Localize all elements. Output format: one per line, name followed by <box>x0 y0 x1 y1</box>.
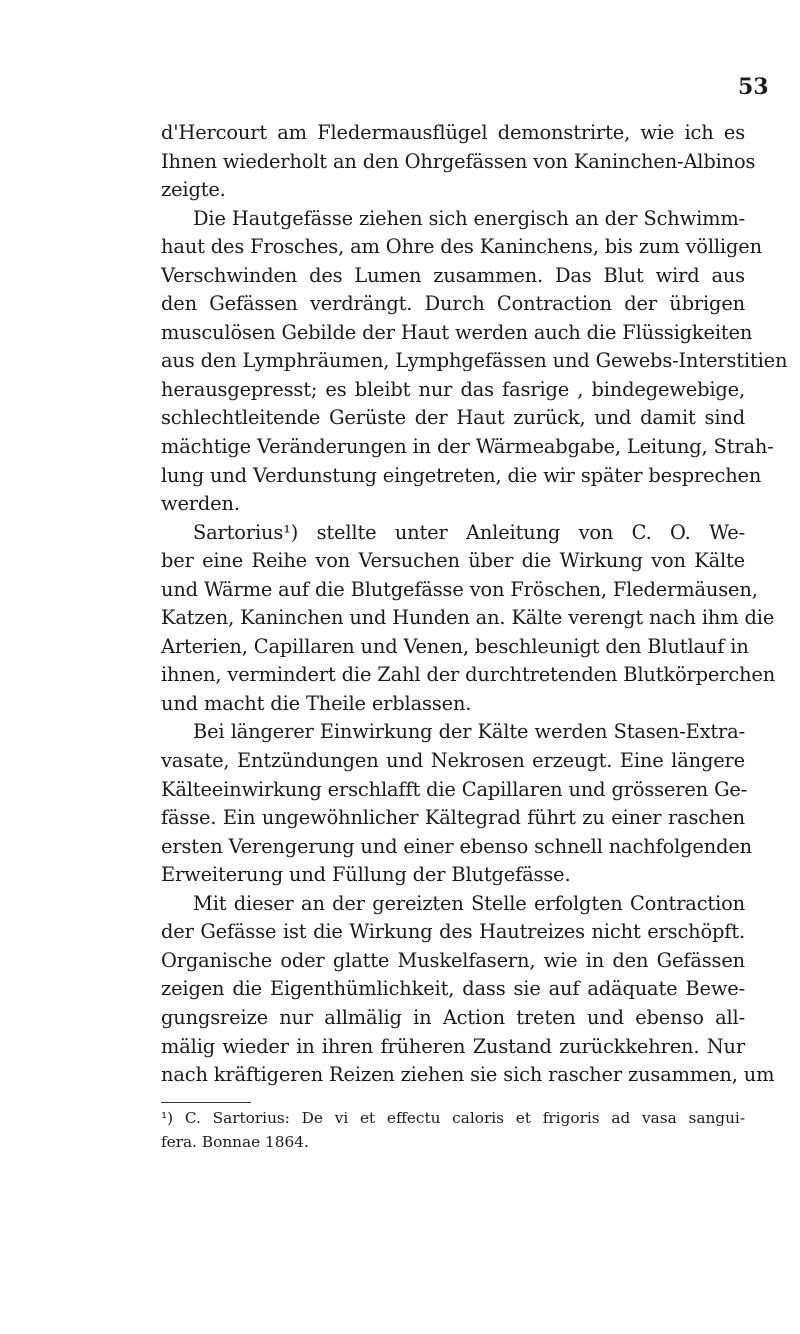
text-line: aus den Lymphräumen, Lymphgefässen und Gewebs-Interstitien <box>161 349 788 373</box>
text-line: haut des Frosches, am Ohre des Kaninchens, bis zum völligen <box>161 235 762 259</box>
text-line: Verschwinden des Lumen zusammen. Das Blut wird aus <box>161 263 745 287</box>
text-line: ersten Verengerung und einer ebenso schnell nachfolgenden <box>161 834 753 858</box>
text-line: mälig wieder in ihren früheren Zustand zurückkehren. Nur <box>161 1034 745 1058</box>
footnote-line: fera. Bonnae 1864. <box>161 1133 309 1151</box>
text-line: schlechtleitende Gerüste der Haut zurück, und damit sind <box>161 406 745 430</box>
text-line: der Gefässe ist die Wirkung des Hautreizes nicht erschöpft. <box>161 920 745 944</box>
text-line: Kälteeinwirkung erschlafft die Capillaren und grösseren Ge- <box>161 777 748 801</box>
text-line: Ihnen wiederholt an den Ohrgefässen von Kaninchen-Albinos <box>161 149 756 173</box>
body-text <box>161 119 788 1090</box>
text-line: werden. <box>161 492 240 516</box>
text-line: musculösen Gebilde der Haut werden auch die Flüssigkeiten <box>161 320 753 344</box>
footnote <box>161 1106 745 1154</box>
text-line: herausgepresst; es bleibt nur das fasrige , bindegewebige, <box>161 377 745 401</box>
text-line: zeigen die Eigenthümlichkeit, dass sie auf adäquate Bewe- <box>161 977 745 1001</box>
text-line: Mit dieser an der gereizten Stelle erfolgten Contraction <box>193 891 745 915</box>
footnote-rule <box>161 1102 251 1103</box>
page-number: 53 <box>738 74 769 100</box>
text-line: Erweiterung und Füllung der Blutgefässe. <box>161 863 571 887</box>
text-line: Die Hautgefässe ziehen sich energisch an der Schwimm- <box>193 206 745 230</box>
text-line: d'Hercourt am Fledermausflügel demonstrirte, wie ich es <box>161 121 745 144</box>
text-line: vasate, Entzündungen und Nekrosen erzeugt. Eine längere <box>161 749 745 773</box>
text-line: zeigte. <box>161 178 226 202</box>
text-line: mächtige Veränderungen in der Wärmeabgabe, Leitung, Strah- <box>161 435 774 459</box>
text-line: ber eine Reihe von Versuchen über die Wirkung von Kälte <box>161 549 745 573</box>
text-line: den Gefässen verdrängt. Durch Contraction der übrigen <box>161 292 745 316</box>
footnote-line: ¹) C. Sartorius: De vi et effectu caloris et frigoris ad vasa sangui- <box>161 1109 745 1127</box>
text-line: Organische oder glatte Muskelfasern, wie in den Gefässen <box>161 948 745 972</box>
text-line: Sartorius¹) stellte unter Anleitung von C. O. We- <box>193 520 745 544</box>
text-line: Katzen, Kaninchen und Hunden an. Kälte verengt nach ihm die <box>161 606 775 630</box>
text-line: ihnen, vermindert die Zahl der durchtretenden Blutkörperchen <box>161 663 776 687</box>
text-line: fässe. Ein ungewöhnlicher Kältegrad führt zu einer raschen <box>161 806 745 830</box>
text-line: gungsreize nur allmälig in Action treten und ebenso all- <box>161 1005 745 1029</box>
text-line: nach kräftigeren Reizen ziehen sie sich rascher zusammen, um <box>161 1063 775 1087</box>
text-line: lung und Verdunstung eingetreten, die wir später besprechen <box>161 463 762 487</box>
text-line: Bei längerer Einwirkung der Kälte werden Stasen-Extra- <box>193 720 745 744</box>
text-line: und Wärme auf die Blutgefässe von Fröschen, Fledermäusen, <box>161 577 758 601</box>
text-line: Arterien, Capillaren und Venen, beschleunigt den Blutlauf in <box>161 634 749 658</box>
text-line: und macht die Theile erblassen. <box>161 691 472 715</box>
